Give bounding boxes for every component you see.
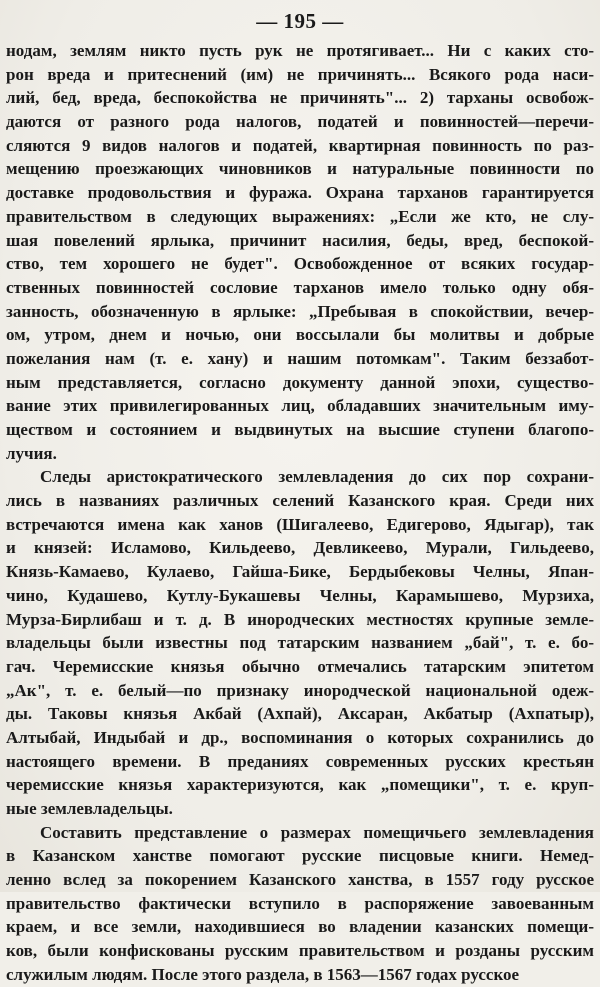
text-line: нодам, землям никто пусть рук не протягивает... Ни с каких сто-	[6, 41, 594, 60]
paragraph	[6, 821, 594, 987]
text-line: ществом и состоянием и выдвинутых на высшие ступени благопо-	[6, 420, 594, 439]
text-line: в Казанском ханстве помогают русские писцовые книги. Немед-	[6, 846, 594, 866]
text-line: правительством в следующих выражениях: „Если же кто, не слу-	[6, 206, 594, 226]
page-number: — 195 —	[256, 9, 344, 33]
text-line: чино, Кудашево, Кутлу-Букашевы Челны, Карамышево, Мурзиха,	[6, 585, 594, 605]
text-line: и князей: Исламово, Кильдеево, Девликеево, Мурали, Гильдеево,	[6, 538, 594, 558]
text-line: лись в названиях различных селений Казанского края. Среди них	[6, 491, 594, 511]
text-line: мещению проезжающих чиновников и натуральные повинности по	[6, 159, 594, 179]
text-line: лучия.	[6, 443, 57, 463]
text-body	[6, 39, 594, 987]
text-line: Алтыбай, Индыбай и др., воспоминания о которых сохранились до	[6, 727, 594, 747]
text-line: встречаются имена как ханов (Шигалеево, Едигерово, Ядыгар), так	[6, 514, 594, 534]
text-line: ды. Таковы князья Акбай (Ахпай), Аксаран, Акбатыр (Ахпатыр),	[6, 704, 594, 724]
text-line: ные землевладельцы.	[6, 799, 173, 818]
text-line: черемисские князья характеризуются, как „помещики", т. е. круп-	[6, 775, 594, 795]
text-line: ство, тем хорошего не будет". Освобожденное от всяких государ-	[6, 254, 594, 274]
text-line: пожелания нам (т. е. хану) и нашим потомкам". Таким беззабот-	[6, 348, 594, 368]
text-line: сляются 9 видов налогов и податей, квартирная повинность по раз-	[6, 135, 594, 155]
text-line: занность, обозначенную в ярлыке: „Пребывая в спокойствии, вечер-	[6, 301, 594, 321]
text-line: лий, бед, вреда, беспокойства не причинять"... 2) тарханы освобож-	[6, 88, 594, 108]
text-line: настоящего времени. В преданиях современных русских крестьян	[6, 751, 594, 771]
text-line: доставке продовольствия и фуража. Охрана тарханов гарантируется	[6, 183, 594, 203]
text-line: вание этих привилегированных лиц, обладавших значительным иму-	[6, 396, 594, 416]
text-line: служилым людям. После этого раздела, в 1563—1567 годах русское	[6, 964, 520, 984]
text-line: гач. Черемисские князья обычно отмечались татарским эпитетом	[6, 656, 594, 676]
text-line: владельцы были известны под татарским названием „бай", т. е. бо-	[6, 633, 594, 653]
text-line: Следы аристократического землевладения до сих пор сохрани-	[40, 467, 594, 487]
text-line: Составить представление о размерах помещичьего землевладения	[40, 822, 594, 842]
paragraph	[6, 39, 594, 465]
text-line: ом, утром, днем и ночью, они воссылали бы молитвы и добрые	[6, 325, 594, 345]
text-line: ным представляется, согласно документу данной эпохи, существо-	[6, 372, 594, 392]
text-line: шая повелений ярлыка, причинит насилия, беды, вред, беспокой-	[6, 230, 594, 250]
text-line: Князь-Камаево, Кулаево, Гайша-Бике, Бердыбековы Челны, Япан-	[6, 562, 594, 582]
text-line: рон вреда и притеснений (им) не причинять... Всякого рода наси-	[6, 64, 594, 84]
text-line: ственных повинностей сословие тарханов имело только одну обя-	[6, 277, 594, 297]
text-line: ков, были конфискованы русским правительством и розданы русским	[6, 941, 594, 961]
text-line: „Ак", т. е. белый—по признаку инородческой национальной одеж-	[6, 680, 594, 700]
paragraph	[6, 465, 594, 820]
text-line: правительство фактически вступило в распоряжение завоеванным	[6, 893, 594, 913]
text-line: даются от разного рода налогов, податей и повинностей—перечи-	[6, 112, 594, 132]
text-line: ленно вслед за покорением Казанского ханства, в 1557 году русское	[6, 870, 594, 890]
text-line: краем, и все земли, находившиеся во владении казанских помещи-	[6, 917, 594, 937]
text-line: Мурза-Бирлибаш и т. д. В инородческих местностях крупные земле-	[6, 609, 594, 629]
